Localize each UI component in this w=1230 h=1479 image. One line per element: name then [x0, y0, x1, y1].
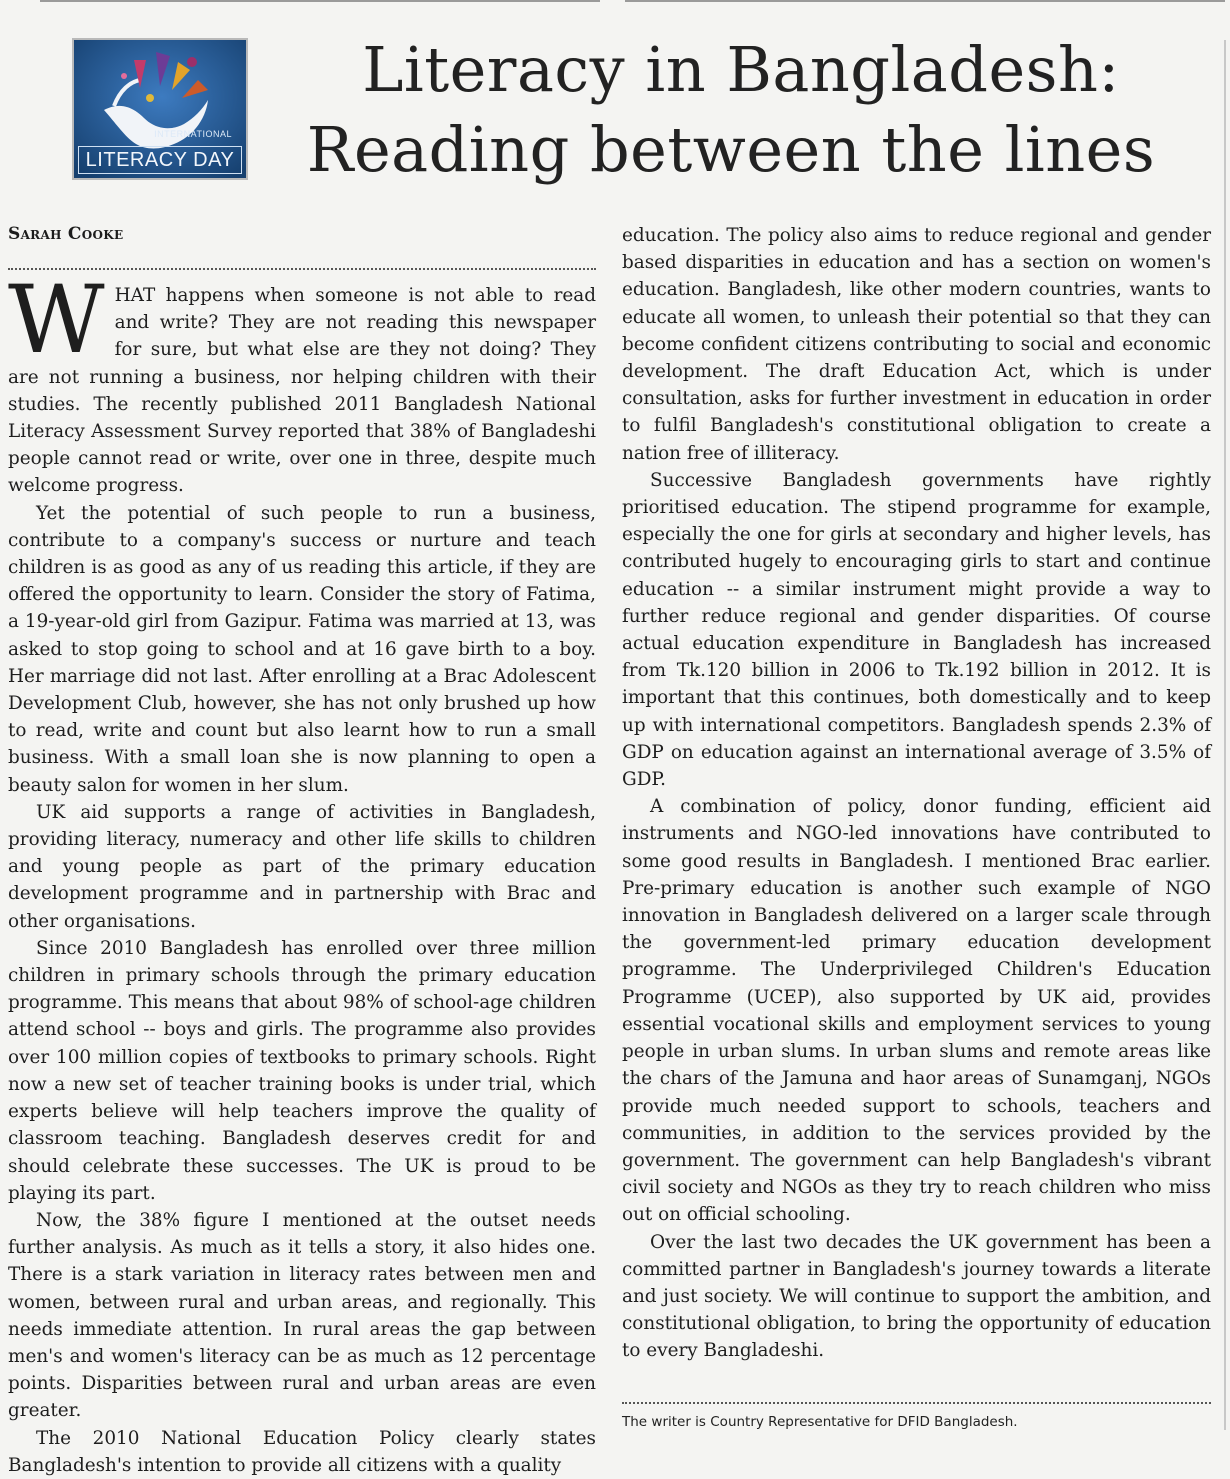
paragraph: Since 2010 Bangladesh has enrolled over three million children in primary schools through the primary education programme. This means that about 98% of school-age children attend school -- boys and girls. The programme also provides over 100 million copies of textbooks to primary schools. Right now a new set of teacher training books is under trial, which experts believe will help teachers improve the quality of classroom teaching. Bangladesh deserves credit for and should celebrate these successes. The UK is proud to be playing its part. — [8, 937, 596, 1204]
paragraph: WHAT happens when someone is not able to read and write? They are not reading this newspaper for sure, but what else are they not doing? They are not running a business, nor helping children with their studies. The recently published 2011 Bangladesh National Literacy Assessment Survey reported that 38% of Bangladeshi people cannot read or write, over one in three, despite much welcome progress. — [8, 266, 596, 497]
logo-label-literacy-day: LITERACY DAY — [78, 146, 242, 174]
right-border — [1224, 40, 1226, 1430]
paragraph: Successive Bangladesh governments have rightly prioritised education. The stipend programme for example, especially the one for girls at secondary and higher levels, has contributed hugely to encouraging girls to start and continue education -- a similar instrument might provide a way to further reduce regional and gender disparities. Of course actual education expenditure in Bangladesh has increased from Tk.120 billion in 2006 to Tk.192 billion in 2012. It is important that this continues, both domestically and to keep up with international competitors. Bangladesh spends 2.3% of GDP on education against an international average of 3.5% of GDP. — [622, 469, 1211, 791]
left-column — [8, 266, 596, 1479]
headline — [266, 30, 1196, 190]
paragraph: A combination of policy, donor funding, efficient aid instruments and NGO-led innovations have contributed to some good results in Bangladesh. I mentioned Brac earlier. Pre-primary education is another such example of NGO innovation in Bangladesh delivered on a larger scale through the government-led primary education development programme. The Underprivileged Children's Education Programme (UCEP), also supported by UK aid, provides essential vocational skills and employment services to young people in urban slums. In urban slums and remote areas like the chars of the Jamuna and haor areas of Sunamganj, NGOs provide much needed support to schools, teachers and communities, in addition to the services provided by the government. The government can help Bangladesh's vibrant civil society and NGOs as they try to reach children who miss out on official schooling. — [622, 796, 1211, 1226]
literacy-day-logo — [72, 38, 248, 180]
author-note: The writer is Country Representative for DFID Bangladesh. — [622, 1414, 1018, 1430]
paragraph: Yet the potential of such people to run a business, contribute to a company's success or nurture and teach children is as good as any of us reading this article, if they are offered the opportunity to learn. Consider the story of Fatima, a 19-year-old girl from Gazipur. Fatima was married at 13, was asked to stop going to school and at 16 gave birth to a boy. Her marriage did not last. After enrolling at a Brac Adolescent Development Club, however, she has not only brushed up how to read, write and count but also learnt how to run a small business. With a small loan she is now planning to open a beauty salon for women in her slum. — [8, 502, 596, 796]
paragraph: The 2010 National Education Policy clearly states Bangladesh's intention to provide all citizens with a quality — [8, 1427, 596, 1476]
paragraph: education. The policy also aims to reduce regional and gender based disparities in education and has a section on women's education. Bangladesh, like other modern countries, wants to educate all women, to unleash their potential so that they can become confident citizens contributing to social and economic development. The draft Education Act, which is under consultation, asks for further investment in education in order to fulfil Bangladesh's constitutional obligation to create a nation free of illiteracy. — [622, 225, 1211, 464]
headline-line-2: Reading between the lines — [306, 113, 1156, 186]
paragraph: UK aid supports a range of activities in Bangladesh, providing literacy, numeracy and other life skills to children and young people as part of the primary education development programme and in partnership with Brac and other organisations. — [8, 801, 596, 932]
paragraph: Over the last two decades the UK government has been a committed partner in Bangladesh's journey towards a literate and just society. We will continue to support the ambition, and constitutional obligation, to bring the opportunity of education to every Bangladeshi. — [622, 1231, 1211, 1362]
footer-divider — [622, 1402, 1211, 1404]
top-rule — [0, 0, 1230, 3]
author-byline: Sarah Cooke — [8, 224, 124, 244]
headline-line-1: Literacy in Bangladesh: — [362, 33, 1120, 106]
logo-label-international: INTERNATIONAL — [154, 129, 232, 139]
right-column — [622, 222, 1211, 1365]
drop-cap: W — [8, 266, 105, 375]
paragraph: Now, the 38% figure I mentioned at the outset needs further analysis. As much as it tells a story, it also hides one. There is a stark variation in literacy rates between men and women, between rural and urban areas, and regionally. This needs immediate attention. In rural areas the gap between men's and women's literacy can be as much as 12 percentage points. Disparities between rural and urban areas are even greater. — [8, 1209, 596, 1422]
